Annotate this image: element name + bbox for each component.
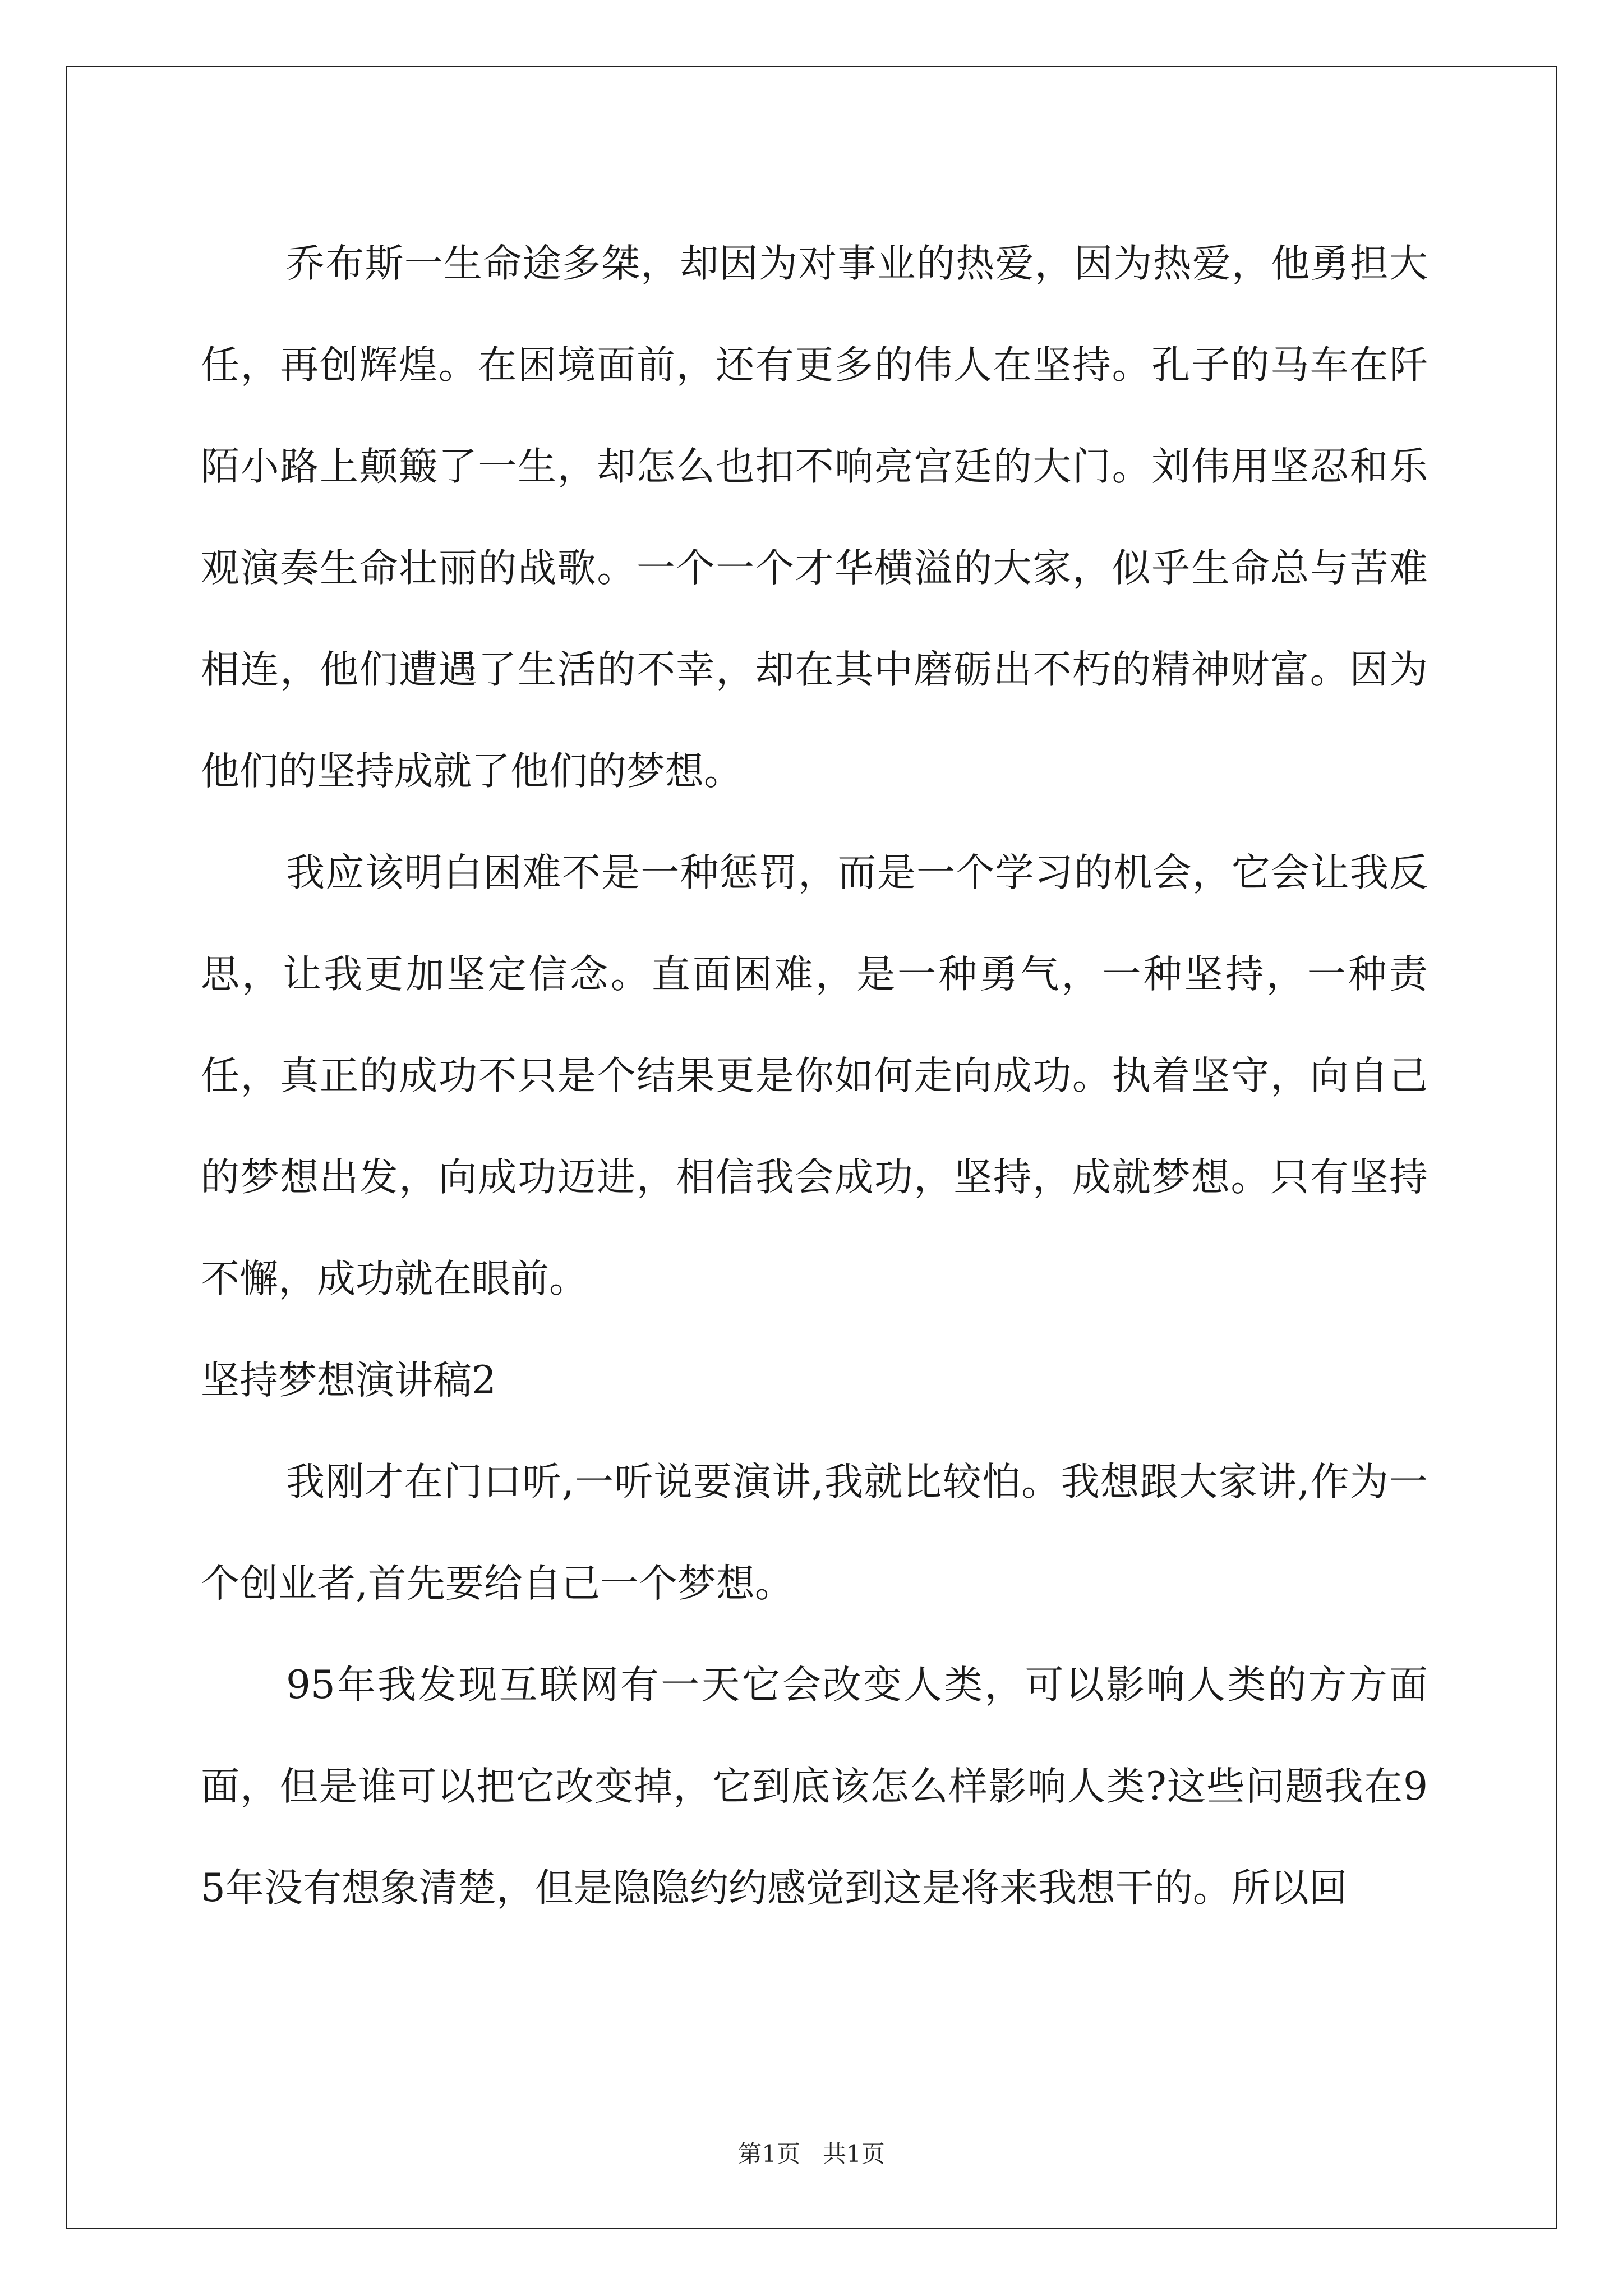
document-body	[201, 213, 1428, 1939]
page-footer	[0, 2137, 1623, 2171]
section-title: 坚持梦想演讲稿2	[201, 1358, 496, 1403]
paragraph-internet: 95年我发现互联网有一天它会改变人类，可以影响人类的方方面面，但是谁可以把它改变掉，它到底该怎么样影响人类?这些问题我在95年没有想象清楚，但是隐隐约约感觉到这是将来我想干的。所以回	[201, 1663, 1428, 1911]
paragraph-entrepreneur: 我刚才在门口听,一听说要演讲,我就比较怕。我想跟大家讲,作为一个创业者,首先要给自己一个梦想。	[201, 1460, 1428, 1606]
paragraph-difficulty: 我应该明白困难不是一种惩罚，而是一个学习的机会，它会让我反思，让我更加坚定信念。直面困难，是一种勇气，一种坚持，一种责任，真正的成功不只是个结果更是你如何走向成功。执着坚守，向自己的梦想出发，向成功迈进，相信我会成功，坚持，成就梦想。只有坚持不懈，成功就在眼前。	[201, 850, 1428, 1301]
paragraph-jobs: 乔布斯一生命途多桀，却因为对事业的热爱，因为热爱，他勇担大任，再创辉煌。在困境面前，还有更多的伟人在坚持。孔子的马车在阡陌小路上颠簸了一生，却怎么也扣不响亮宫廷的大门。刘伟用坚忍和乐观演奏生命壮丽的战歌。一个一个才华横溢的大家，似乎生命总与苦难相连，他们遭遇了生活的不幸，却在其中磨砺出不朽的精神财富。因为他们的坚持成就了他们的梦想。	[201, 241, 1428, 794]
page-total: 共1页	[823, 2140, 885, 2168]
page-number: 第1页	[738, 2140, 800, 2168]
